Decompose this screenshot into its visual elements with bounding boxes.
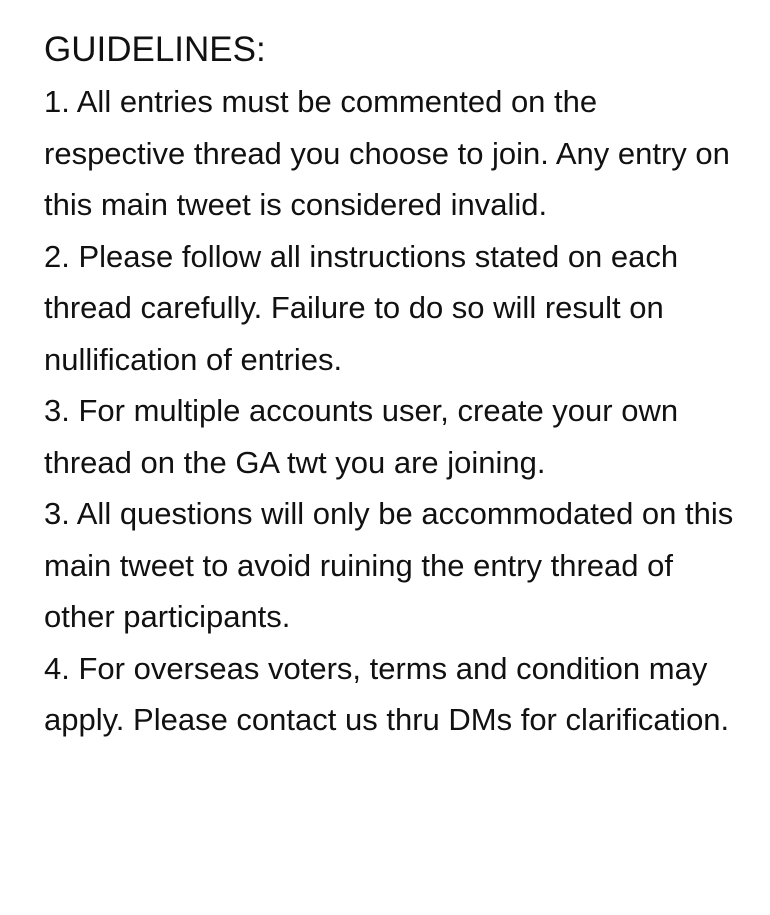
guideline-item-5: 4. For overseas voters, terms and condition may apply. Please contact us thru DMs for clarification. [44, 650, 730, 737]
guidelines-document [44, 24, 744, 746]
guideline-item-3: 3. For multiple accounts user, create your own thread on the GA twt you are joining. [44, 393, 679, 480]
guidelines-title: GUIDELINES: [44, 30, 266, 69]
guideline-item-4: 3. All questions will only be accommodated on this main tweet to avoid ruining the entry thread of other participants. [44, 496, 734, 634]
guideline-item-2: 2. Please follow all instructions stated on each thread carefully. Failure to do so will result on nullification of entries. [44, 238, 679, 377]
guideline-item-1: 1. All entries must be commented on the respective thread you choose to join. Any entry on this main tweet is considered invalid. [44, 84, 730, 222]
